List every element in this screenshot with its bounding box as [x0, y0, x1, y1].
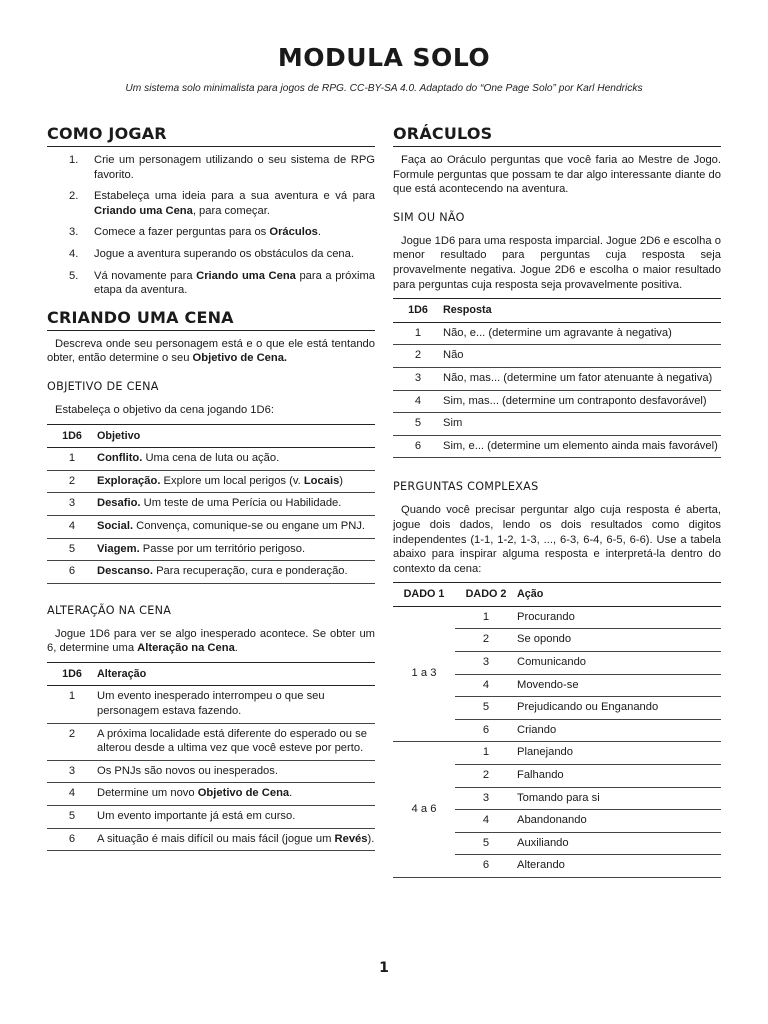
table-row [393, 742, 721, 765]
page-subtitle: Um sistema solo minimalista para jogos de RPG. CC-BY-SA 4.0. Adaptado do “One Page Solo” por Karl Hendricks [125, 83, 643, 94]
row-text: Movendo-se [517, 674, 721, 697]
row-roll: 2 [393, 345, 443, 368]
row-roll: 1 [47, 448, 97, 471]
complexas-intro: Quando você precisar perguntar algo cuja resposta é aberta, jogue dois dados, lendo os dois resultados como digitos independentes (1-1, 1-2, 1-3, ..., 6-3, 6-4, 6-5, 6-6). Use a tabela abaixo para inspirar alguma resposta e interpretá-la dentro do contexto da cena: [393, 504, 721, 575]
row-text: Abandonando [517, 810, 721, 833]
list-item-number: 2. [69, 190, 79, 203]
table-row [47, 806, 375, 829]
row-roll: 2 [455, 629, 517, 652]
table-row [393, 345, 721, 368]
table-row [47, 686, 375, 723]
row-text: Se opondo [517, 629, 721, 652]
row-roll: 1 [393, 322, 443, 345]
list-item-text: Jogue a aventura superando os obstáculos da cena. [94, 247, 354, 260]
row-roll: 6 [455, 719, 517, 742]
sim-nao-table [393, 298, 721, 458]
complexas-col-acao: Ação [517, 583, 721, 607]
row-text: Exploração. Explore um local perigos (v. Locais) [97, 470, 375, 493]
row-text: Social. Convença, comunique-se ou engane um PNJ. [97, 515, 375, 538]
objetivo-col-objetivo: Objetivo [97, 424, 375, 448]
complexas-table [393, 582, 721, 878]
row-text: Tomando para si [517, 787, 721, 810]
row-roll: 1 [47, 686, 97, 723]
list-item [47, 189, 375, 218]
left-column [47, 124, 375, 851]
criando-intro: Descreva onde seu personagem está e o que ele está tentando obter, então determine o seu Objetivo de Cena. [47, 337, 375, 365]
row-text: Sim [443, 413, 721, 436]
sim-nao-heading: SIM OU NÃO [393, 210, 465, 224]
row-text: Criando [517, 719, 721, 742]
table-row [47, 448, 375, 471]
sim-nao-col-resposta: Resposta [443, 299, 721, 323]
page-number: 1 [379, 960, 389, 976]
list-item-text: Crie um personagem utilizando o seu sistema de RPG favorito. [94, 154, 375, 181]
table-row [393, 606, 721, 629]
table-row [47, 470, 375, 493]
alteracao-intro: Jogue 1D6 para ver se algo inesperado acontece. Se obter um 6, determine uma Alteração na Cena. [47, 627, 375, 655]
alteracao-table [47, 662, 375, 851]
row-roll: 4 [47, 783, 97, 806]
table-row [393, 322, 721, 345]
row-text: Sim, e... (determine um elemento ainda mais favorável) [443, 435, 721, 458]
row-text: Sim, mas... (determine um contraponto desfavorável) [443, 390, 721, 413]
row-roll: 6 [455, 855, 517, 878]
oraculos-heading: ORÁCULOS [393, 124, 721, 147]
sim-nao-col-1d6: 1D6 [393, 299, 443, 323]
objetivo-intro: Estabeleça o objetivo da cena jogando 1D6: [55, 403, 274, 416]
table-row [393, 435, 721, 458]
page-title: MODULA SOLO [277, 43, 491, 72]
right-column [393, 124, 721, 878]
objetivo-table [47, 424, 375, 584]
row-text: Alterando [517, 855, 721, 878]
row-text: Um evento inesperado interrompeu o que seu personagem estava fazendo. [97, 686, 375, 723]
table-row [47, 493, 375, 516]
table-row [393, 367, 721, 390]
table-row [47, 828, 375, 851]
table-row [393, 390, 721, 413]
row-roll: 3 [393, 367, 443, 390]
row-roll: 2 [47, 470, 97, 493]
row-text: Procurando [517, 606, 721, 629]
complexas-col-dado2: DADO 2 [455, 583, 517, 607]
table-row [47, 783, 375, 806]
row-roll: 3 [455, 787, 517, 810]
alteracao-col-alteracao: Alteração [97, 662, 375, 686]
row-roll: 1 [455, 742, 517, 765]
row-text: Viagem. Passe por um território perigoso. [97, 538, 375, 561]
row-text: Determine um novo Objetivo de Cena. [97, 783, 375, 806]
como-jogar-list [47, 153, 375, 298]
row-roll: 2 [455, 765, 517, 788]
group-range: 4 a 6 [393, 742, 455, 878]
row-text: Auxiliando [517, 832, 721, 855]
row-roll: 4 [47, 515, 97, 538]
row-text: Conflito. Uma cena de luta ou ação. [97, 448, 375, 471]
table-row [47, 760, 375, 783]
row-text: A situação é mais difícil ou mais fácil (jogue um Revés). [97, 828, 375, 851]
list-item [47, 225, 375, 240]
row-roll: 5 [455, 832, 517, 855]
table-row [393, 413, 721, 436]
row-roll: 3 [455, 652, 517, 675]
como-jogar-heading: COMO JOGAR [47, 124, 375, 147]
row-text: Um evento importante já está em curso. [97, 806, 375, 829]
oraculos-intro: Faça ao Oráculo perguntas que você faria ao Mestre de Jogo. Formule perguntas que possam te dar algo interessante diante do que está acontecendo na aventura. [393, 154, 721, 196]
group-range: 1 a 3 [393, 606, 455, 742]
row-roll: 3 [47, 493, 97, 516]
row-text: Planejando [517, 742, 721, 765]
list-item-number: 5. [69, 269, 79, 282]
row-text: Não [443, 345, 721, 368]
row-roll: 1 [455, 606, 517, 629]
row-text: Falhando [517, 765, 721, 788]
row-roll: 4 [393, 390, 443, 413]
list-item [47, 153, 375, 182]
list-item [47, 247, 375, 262]
row-text: Prejudicando ou Enganando [517, 697, 721, 720]
row-roll: 5 [455, 697, 517, 720]
table-row [47, 515, 375, 538]
row-text: Comunicando [517, 652, 721, 675]
row-roll: 6 [393, 435, 443, 458]
list-item-text: Comece a fazer perguntas para os Oráculos. [94, 226, 321, 239]
row-text: Não, e... (determine um agravante à negativa) [443, 322, 721, 345]
sim-nao-intro: Jogue 1D6 para uma resposta imparcial. Jogue 2D6 e escolha o menor resultado para perguntas cuja resposta seja provavelmente negativa. Jogue 2D6 e escolha o maior resultado para perguntas cuja resposta seja provavelmente positiva. [393, 234, 721, 291]
table-row [47, 723, 375, 760]
table-row [47, 561, 375, 584]
row-roll: 5 [47, 806, 97, 829]
row-text: Não, mas... (determine um fator atenuante à negativa) [443, 367, 721, 390]
list-item-number: 4. [69, 247, 79, 260]
objetivo-col-1d6: 1D6 [47, 424, 97, 448]
objetivo-heading: OBJETIVO DE CENA [47, 379, 159, 393]
list-item-number: 1. [69, 154, 79, 166]
row-roll: 3 [47, 760, 97, 783]
alteracao-col-1d6: 1D6 [47, 662, 97, 686]
list-item-number: 3. [69, 226, 79, 239]
criando-heading: CRIANDO UMA CENA [47, 308, 375, 331]
row-roll: 5 [47, 538, 97, 561]
complexas-col-dado1: DADO 1 [393, 583, 455, 607]
table-row [47, 538, 375, 561]
list-item [47, 269, 375, 298]
row-text: Os PNJs são novos ou inesperados. [97, 760, 375, 783]
row-roll: 6 [47, 561, 97, 584]
row-roll: 4 [455, 674, 517, 697]
list-item-text: Vá novamente para Criando uma Cena para a próxima etapa da aventura. [94, 269, 375, 297]
row-text: Desafio. Um teste de uma Perícia ou Habilidade. [97, 493, 375, 516]
row-roll: 5 [393, 413, 443, 436]
list-item-text: Estabeleça uma ideia para a sua aventura e vá para Criando uma Cena, para começar. [94, 190, 375, 217]
complexas-heading: PERGUNTAS COMPLEXAS [393, 480, 539, 494]
row-text: Descanso. Para recuperação, cura e ponderação. [97, 561, 375, 584]
alteracao-heading: ALTERAÇÃO NA CENA [47, 603, 172, 617]
row-roll: 4 [455, 810, 517, 833]
row-text: A próxima localidade está diferente do esperado ou se alterou desde a ultima vez que você esteve por perto. [97, 723, 375, 760]
row-roll: 6 [47, 828, 97, 851]
row-roll: 2 [47, 723, 97, 760]
